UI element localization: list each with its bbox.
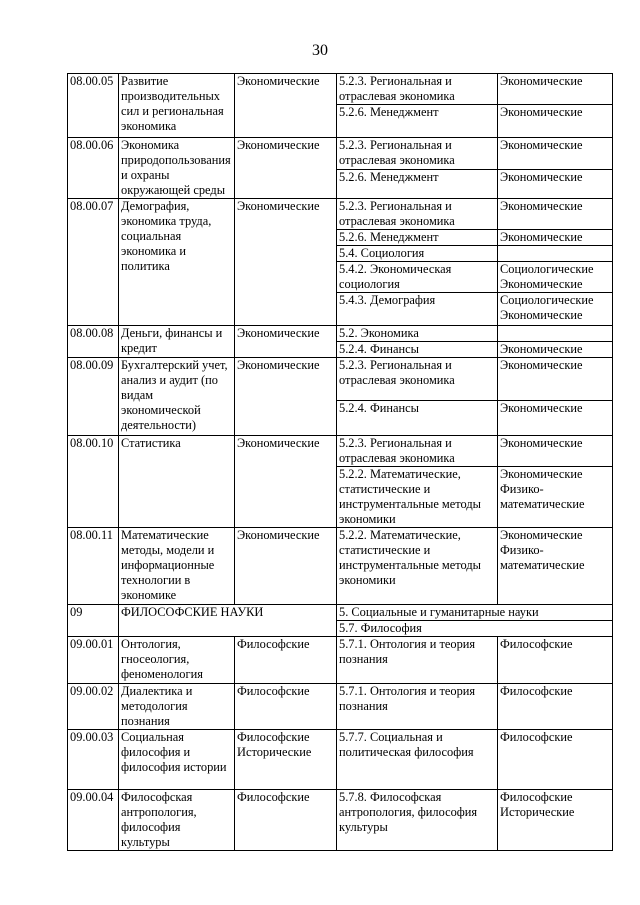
new-science-branch: Философские Исторические: [498, 790, 613, 851]
new-specialty: 5.4. Социология: [337, 246, 498, 262]
specialty-code: 08.00.09: [68, 358, 119, 436]
new-science-branch: Философские: [498, 684, 613, 730]
new-specialty: 5.2.3. Региональная и отраслевая экономика: [337, 74, 498, 105]
specialty-code: 08.00.07: [68, 199, 119, 326]
new-specialty: 5.2.2. Математические, статистические и инструментальные методы экономики: [337, 467, 498, 528]
table-row: [68, 138, 613, 170]
new-science-branch: Экономические Физико-математические: [498, 467, 613, 528]
page-number: 30: [312, 42, 328, 59]
new-specialty: 5.2.6. Менеджмент: [337, 105, 498, 138]
science-branch: Экономические: [235, 528, 337, 605]
specialty-name: Статистика: [119, 436, 235, 528]
new-specialty: 5.2.3. Региональная и отраслевая экономика: [337, 358, 498, 401]
new-specialty: 5.2.3. Региональная и отраслевая экономика: [337, 199, 498, 230]
table-row: [68, 528, 613, 605]
science-branch: Философские: [235, 790, 337, 851]
table-row: [68, 730, 613, 790]
new-specialty: 5.2.6. Менеджмент: [337, 230, 498, 246]
table-row: [68, 637, 613, 684]
new-specialty: 5.7.1. Онтология и теория познания: [337, 637, 498, 684]
science-branch: Экономические: [235, 199, 337, 326]
specialty-name: Диалектика и методология познания: [119, 684, 235, 730]
specialty-name: Бухгалтерский учет, анализ и аудит (по видам экономической деятельности): [119, 358, 235, 436]
new-specialty: 5.4.2. Экономическая социология: [337, 262, 498, 293]
new-specialty: 5.2.4. Финансы: [337, 401, 498, 436]
section-group: 5. Социальные и гуманитарные науки: [337, 605, 613, 621]
table-row: [68, 684, 613, 730]
specialty-code: 09.00.03: [68, 730, 119, 790]
new-specialty: 5.2.3. Региональная и отраслевая экономика: [337, 436, 498, 467]
section-code: 09: [68, 605, 119, 637]
science-branch: Экономические: [235, 436, 337, 528]
new-science-branch: Экономические: [498, 436, 613, 467]
new-science-branch: Экономические: [498, 74, 613, 105]
specialty-name: Демография, экономика труда, социальная экономика и политика: [119, 199, 235, 326]
science-branch: Философские: [235, 684, 337, 730]
science-branch: Экономические: [235, 138, 337, 199]
specialty-code: 08.00.06: [68, 138, 119, 199]
specialty-name: Социальная философия и философия истории: [119, 730, 235, 790]
new-science-branch: Экономические: [498, 401, 613, 436]
new-specialty: 5.2.3. Региональная и отраслевая экономика: [337, 138, 498, 170]
new-specialty: 5.2.2. Математические, статистические и инструментальные методы экономики: [337, 528, 498, 605]
section-row: [68, 605, 613, 621]
new-science-branch: Экономические: [498, 358, 613, 401]
new-specialty: 5.2. Экономика: [337, 326, 498, 342]
table-row: [68, 436, 613, 467]
science-branch: Философские: [235, 637, 337, 684]
specialty-name: Экономика природопользования и охраны окружающей среды: [119, 138, 235, 199]
new-science-branch: Социологические Экономические: [498, 293, 613, 326]
specialty-name: Математические методы, модели и информационные технологии в экономике: [119, 528, 235, 605]
specialties-table: [67, 73, 613, 851]
new-science-branch: [498, 246, 613, 262]
table-row: [68, 358, 613, 401]
specialty-code: 08.00.08: [68, 326, 119, 358]
specialty-name: Деньги, финансы и кредит: [119, 326, 235, 358]
new-specialty: 5.7.7. Социальная и политическая философия: [337, 730, 498, 790]
table-row: [68, 74, 613, 105]
science-branch: Экономические: [235, 74, 337, 138]
new-specialty: 5.2.4. Финансы: [337, 342, 498, 358]
new-science-branch: [498, 326, 613, 342]
new-science-branch: Экономические: [498, 105, 613, 138]
specialty-code: 09.00.01: [68, 637, 119, 684]
table-row: [68, 790, 613, 851]
new-science-branch: Экономические: [498, 342, 613, 358]
table-row: [68, 326, 613, 342]
new-science-branch: Экономические: [498, 230, 613, 246]
specialty-code: 08.00.10: [68, 436, 119, 528]
new-science-branch: Философские: [498, 730, 613, 790]
new-science-branch: Экономические: [498, 170, 613, 199]
new-science-branch: Социологические Экономические: [498, 262, 613, 293]
new-science-branch: Экономические Физико-математические: [498, 528, 613, 605]
new-science-branch: Философские: [498, 637, 613, 684]
new-science-branch: Экономические: [498, 138, 613, 170]
new-specialty: 5.4.3. Демография: [337, 293, 498, 326]
new-science-branch: Экономические: [498, 199, 613, 230]
specialty-name: Философская антропология, философия культуры: [119, 790, 235, 851]
specialty-code: 08.00.05: [68, 74, 119, 138]
new-specialty: 5.7.1. Онтология и теория познания: [337, 684, 498, 730]
new-specialty: 5.2.6. Менеджмент: [337, 170, 498, 199]
table-row: [68, 199, 613, 230]
section-subgroup: 5.7. Философия: [337, 621, 613, 637]
specialty-name: Онтология, гносеология, феноменология: [119, 637, 235, 684]
science-branch: Экономические: [235, 326, 337, 358]
specialty-code: 08.00.11: [68, 528, 119, 605]
science-branch: Экономические: [235, 358, 337, 436]
new-specialty: 5.7.8. Философская антропология, философия культуры: [337, 790, 498, 851]
specialty-code: 09.00.02: [68, 684, 119, 730]
science-branch: Философские Исторические: [235, 730, 337, 790]
section-name: ФИЛОСОФСКИЕ НАУКИ: [119, 605, 337, 637]
specialty-name: Развитие производительных сил и региональная экономика: [119, 74, 235, 138]
specialty-code: 09.00.04: [68, 790, 119, 851]
